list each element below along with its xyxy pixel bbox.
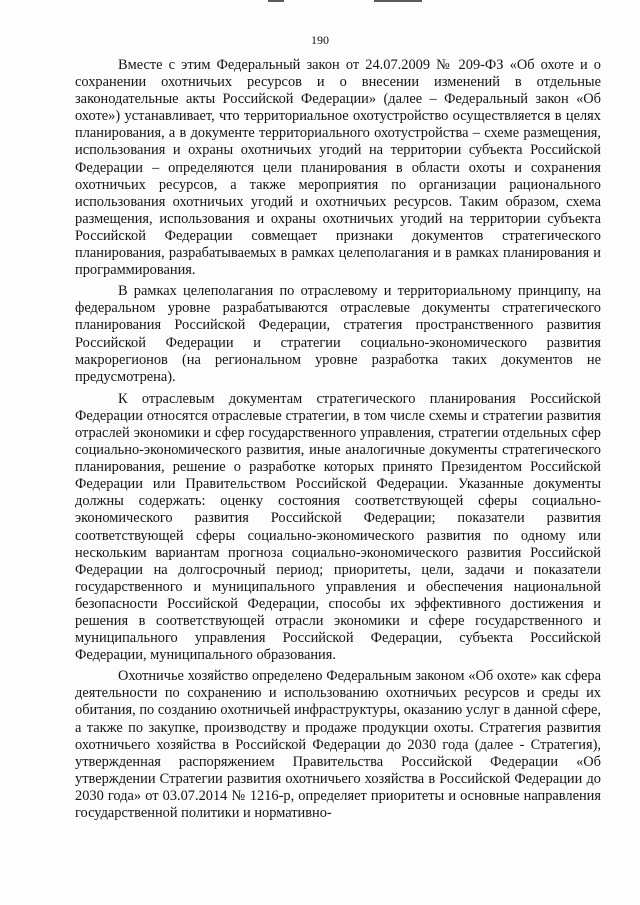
body-text	[75, 57, 601, 822]
paragraph-hunting-economy: Охотничье хозяйство определено Федеральным законом «Об охоте» как сфера деятельности по сохранению и использованию охотничьих ресурсов и среды их обитания, по созданию охотничьей инфраструктуры, оказанию услуг в данной сфере, а также по закупке, производству и продаже продукции охоты. Стратегия развития охотничьего хозяйства в Российской Федерации до 2030 года (далее - Стратегия), утвержденная распоряжением Правительства Российской Федерации «Об утверждении Стратегии развития охотничьего хозяйства в Российской Федерации до 2030 года» от 03.07.2014 № 1216-р, определяет приоритеты и основные направления государственной политики и нормативно-	[75, 668, 601, 822]
scan-edge-mark	[268, 0, 284, 2]
paragraph-sectoral-documents: К отраслевым документам стратегического планирования Российской Федерации относятся отраслевые стратегии, в том числе схемы и стратегии развития отраслей экономики и сфер государственного управления, стратегии отдельных сфер социально-экономического развития, иные аналогичные документы стратегического планирования, решение о разработке которых принято Президентом Российской Федерации или Правительством Российской Федерации. Указанные документы должны содержать: оценку состояния соответствующей сферы социально-экономического развития Российской Федерации; показатели развития соответствующей сферы социально-экономического развития по одному или нескольким вариантам прогноза социально-экономического развития Российской Федерации на долгосрочный период; приоритеты, цели, задачи и показатели государственного и муниципального управления и обеспечения национальной безопасности Российской Федерации, способы их эффективного достижения и решения в соответствующей отрасли экономики и сфере государственного и муниципального управления Российской Федерации, субъекта Российской Федерации, муниципального образования.	[75, 390, 601, 664]
page-number: 190	[311, 33, 329, 47]
scan-edge-mark	[374, 0, 422, 2]
paragraph-goal-setting: В рамках целеполагания по отраслевому и территориальному принципу, на федеральном уровне разрабатываются отраслевые документы стратегического планирования Российской Федерации, стратегия пространственного развития Российской Федерации и стратегии социально-экономического развития макрорегионов (на региональном уровне разработка таких документов не предусмотрена).	[75, 283, 601, 385]
paragraph-hunting-law: Вместе с этим Федеральный закон от 24.07.2009 № 209-ФЗ «Об охоте и о сохранении охотничьих ресурсов и о внесении изменений в отдельные законодательные акты Российской Федерации» (далее – Федеральный закон «Об охоте») устанавливает, что территориальное охотустройство осуществляется в целях планирования, а в документе территориального охотустройства – схеме размещения, использования и охраны охотничьих угодий на территории субъекта Российской Федерации – определяются цели планирования в области охоты и сохранения охотничьих ресурсов, а также мероприятия по организации рационального использования охотничьих угодий и охотничьих ресурсов. Таким образом, схема размещения, использования и охраны охотничьих угодий на территории субъекта Российской Федерации совмещает признаки документов стратегического планирования, разрабатываемых в рамках целеполагания и в рамках планирования и программирования.	[75, 57, 601, 279]
